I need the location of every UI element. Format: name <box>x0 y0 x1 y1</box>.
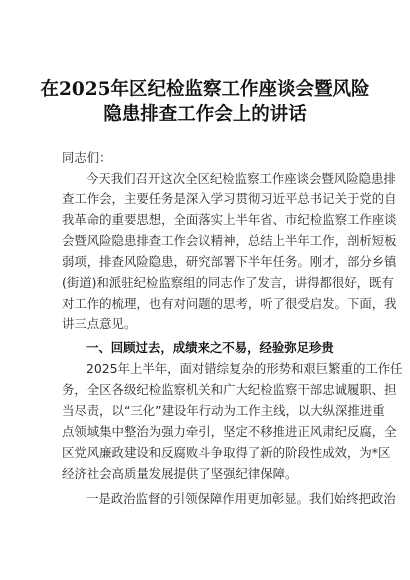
salutation: 同志们： <box>62 150 112 165</box>
intro-line: (街道)和派驻纪检监察组的同志作了发言，讲得都很好，既有 <box>62 275 394 290</box>
section-heading: 一、回顾过去，成绩来之不易，经验弥足珍贵 <box>86 340 334 355</box>
section-line: 2025年上半年，面对错综复杂的形势和艰巨繁重的工作任 <box>86 361 403 376</box>
intro-line: 今天我们召开这次全区纪检监察工作座谈会暨风险隐患排 <box>86 171 396 186</box>
section-line: 区党风廉政建设和反腐败斗争取得了新的阶段性成效，为*区 <box>62 445 391 460</box>
intro-line: 讲三点意见。 <box>62 316 137 331</box>
document-title-line-1: 在2025年区纪检监察工作座谈会暨风险 <box>40 79 370 100</box>
section-line: 经济社会高质量发展提供了坚强纪律保障。 <box>62 466 298 481</box>
point-line: 一是政治监督的引领保障作用更加彰显。我们始终把政治 <box>86 491 396 506</box>
document-title-line-2: 隐患排查工作会上的讲话 <box>103 104 307 125</box>
intro-line: 会暨风险隐患排查工作会议精神，总结上半年工作，剖析短板 <box>62 233 397 248</box>
intro-line: 我革命的重要思想，全面落实上半年省、市纪检监察工作座谈 <box>62 212 397 227</box>
intro-line: 查工作会，主要任务是深入学习贯彻习近平总书记关于党的自 <box>62 191 397 206</box>
section-line: 点领域集中整治为强力牵引，坚定不移推进正风肃纪反腐，全 <box>62 424 397 439</box>
section-line: 当尽责，以“三化”建设年行动为工作主线，以大纵深推进重 <box>62 403 385 418</box>
intro-line: 对工作的梳理，也有对问题的思考，听了很受启发。下面，我 <box>62 296 397 311</box>
intro-line: 弱项，排查风险隐患，研究部署下半年任务。刚才，部分乡镇 <box>62 254 397 269</box>
section-line: 务，全区各级纪检监察机关和广大纪检监察干部忠诚履职、担 <box>62 382 397 397</box>
